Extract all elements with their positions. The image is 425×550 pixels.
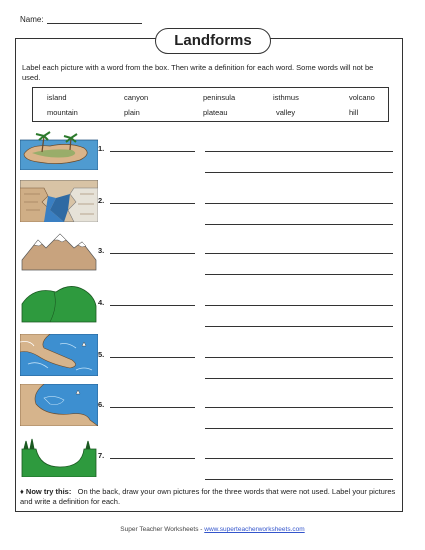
- answer-line[interactable]: [110, 151, 195, 152]
- name-line[interactable]: [47, 15, 142, 24]
- page-title: Landforms: [155, 28, 271, 54]
- definition-line[interactable]: [205, 305, 393, 306]
- question-7: [20, 435, 400, 483]
- answer-line[interactable]: [110, 458, 195, 459]
- definition-line[interactable]: [205, 151, 393, 152]
- question-1: [20, 128, 400, 176]
- word-bank-item: peninsula: [203, 93, 236, 102]
- word-bank-item: volcano: [349, 93, 375, 102]
- word-bank-item: island: [47, 93, 67, 102]
- definition-line[interactable]: [205, 172, 393, 173]
- name-label: Name:: [20, 15, 44, 24]
- hill-icon: [20, 282, 98, 324]
- question-number: 7.: [98, 451, 105, 460]
- footer: [0, 526, 425, 533]
- mountain-icon: [20, 230, 98, 272]
- definition-line[interactable]: [205, 253, 393, 254]
- question-number: 3.: [98, 246, 105, 255]
- definition-line[interactable]: [205, 428, 393, 429]
- definition-line[interactable]: [205, 479, 393, 480]
- definition-line[interactable]: [205, 274, 393, 275]
- name-field: [20, 15, 142, 24]
- island-icon: [20, 128, 98, 170]
- isthmus-icon: [20, 384, 98, 426]
- answer-line[interactable]: [110, 305, 195, 306]
- question-3: [20, 230, 400, 278]
- question-4: [20, 282, 400, 330]
- question-number: 2.: [98, 196, 105, 205]
- word-bank-item: plain: [124, 108, 140, 117]
- question-number: 6.: [98, 400, 105, 409]
- definition-line[interactable]: [205, 326, 393, 327]
- canyon-icon: [20, 180, 98, 222]
- definition-line[interactable]: [205, 458, 393, 459]
- answer-line[interactable]: [110, 203, 195, 204]
- word-bank-item: mountain: [47, 108, 78, 117]
- question-number: 5.: [98, 350, 105, 359]
- answer-line[interactable]: [110, 357, 195, 358]
- word-bank-item: canyon: [124, 93, 149, 102]
- peninsula-icon: [20, 334, 98, 376]
- definition-line[interactable]: [205, 357, 393, 358]
- definition-line[interactable]: [205, 224, 393, 225]
- question-5: [20, 334, 400, 382]
- answer-line[interactable]: [110, 253, 195, 254]
- definition-line[interactable]: [205, 378, 393, 379]
- word-bank-item: plateau: [203, 108, 228, 117]
- try-this-text: On the back, draw your own pictures for the three words that were not used. Label your pictures and write a definition for each.: [20, 487, 396, 506]
- question-number: 1.: [98, 144, 105, 153]
- footer-link[interactable]: www.superteacherworksheets.com: [204, 526, 305, 533]
- word-bank-item: valley: [276, 108, 296, 117]
- try-this: [20, 487, 400, 507]
- footer-site-name: Super Teacher Worksheets -: [120, 526, 205, 533]
- word-bank-item: hill: [349, 108, 359, 117]
- instructions: Label each picture with a word from the box. Then write a definition for each word. Some words will not be used.: [22, 63, 374, 82]
- definition-line[interactable]: [205, 203, 393, 204]
- question-6: [20, 384, 400, 432]
- question-2: [20, 180, 400, 228]
- diamond-icon: ♦: [20, 487, 24, 496]
- word-bank: [32, 87, 389, 122]
- question-number: 4.: [98, 298, 105, 307]
- try-this-label: Now try this:: [25, 487, 72, 496]
- valley-icon: [20, 435, 98, 477]
- answer-line[interactable]: [110, 407, 195, 408]
- word-bank-item: isthmus: [273, 93, 299, 102]
- definition-line[interactable]: [205, 407, 393, 408]
